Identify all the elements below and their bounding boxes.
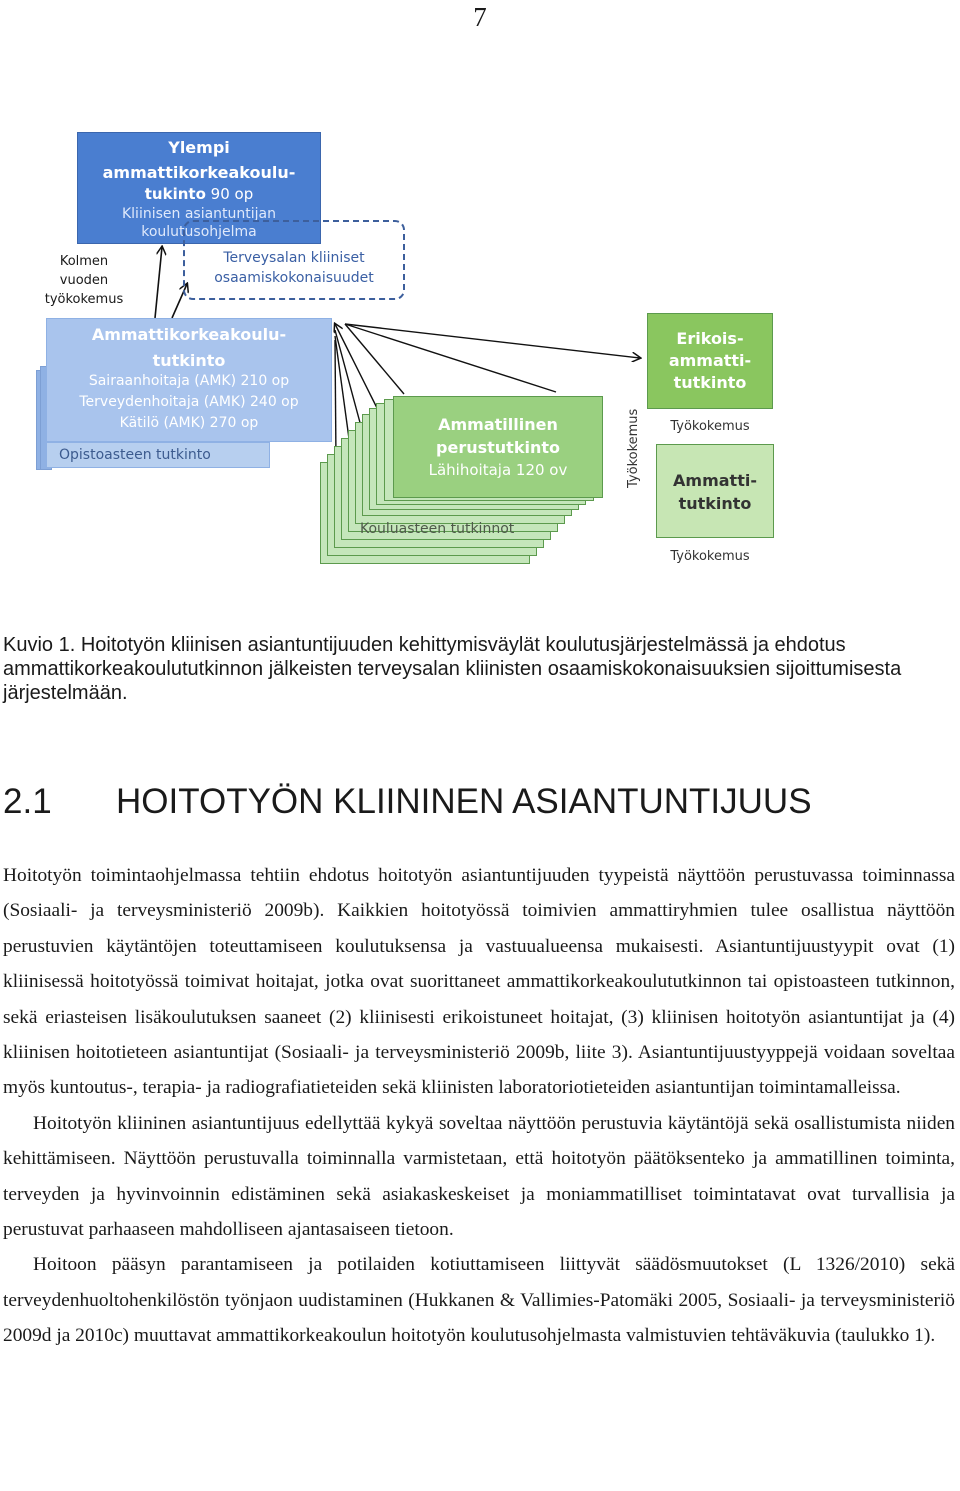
kouluasteen-label: Kouluasteen tutkinnot [360, 521, 515, 537]
ylempi-line2: ammattikorkeakoulu- [102, 163, 296, 182]
amk-line5: Kätilö (AMK) 270 op [119, 415, 259, 431]
arrow-line-4 [335, 340, 336, 462]
tyokokemus-vertical-label: Työkokemus [626, 408, 641, 488]
education-pathway-diagram [0, 0, 960, 600]
section-heading [3, 780, 953, 824]
amk-line4: Terveydenhoitaja (AMK) 240 op [79, 394, 299, 410]
erikois-line3: tutkinto [673, 373, 747, 392]
arrow-line-2 [335, 330, 362, 430]
kolmen-line3: työkokemus [44, 292, 124, 307]
ammattitutkinto-box [656, 444, 774, 538]
erikois-line2: ammatti- [668, 351, 752, 370]
paragraph-1: Hoitotyön toimintaohjelmassa tehtiin ehdotus hoitotyön asiantuntijuuden tyypeistä näyttöön perustuvassa toiminnassa (Sosiaali- ja terveysministeriö 2009b). Kaikkien hoitotyössä toimivien ammattiryhmien tulee osallistua näyttöön perustuvien käytäntöjen toteuttamiseen koulutuksensa ja vastuualueensa mukaisesti. Asiantuntijuustyypit ovat (1) kliinisessä hoitotyössä toimivat hoitajat, jotka ovat suorittaneet ammattikorkeakoulututkinnon tai opistoasteen tutkinnon, sekä eriasteisen lisäkoulutuksen saaneet (2) kliinisesti erikoistuneet hoitajat, (3) kliinisen hoitotyön asiantuntijat ja (4) kliinisen hoitotieteen asiantuntijat (Sosiaali- ja terveysministeriö 2009b, liite 3). Asiantuntijuustyyppejä voidaan soveltaa myös kuntoutus-, terapia- ja radiografiatieteiden sekä kliinisten laboratoriotieteiden asiantuntijan toimintamalleissa. [3, 865, 955, 1099]
amk-line3: Sairaanhoitaja (AMK) 210 op [88, 373, 290, 389]
ylempi-line4: Kliinisen asiantuntijan [121, 206, 276, 222]
ammatillinen-line2: perustutkinto [436, 438, 560, 457]
ammatillinen-box [393, 396, 603, 498]
page-number: 7 [473, 2, 487, 32]
kolmen-line2: vuoden [59, 273, 109, 288]
section-number: 2.1 [3, 782, 52, 821]
arrow-line-6 [345, 324, 556, 392]
kolmen-line1: Kolmen [59, 254, 109, 269]
body-text [3, 858, 955, 1354]
ammatti-line1: Ammatti- [673, 471, 757, 490]
arrow-up-1 [155, 247, 162, 318]
dashed-line1: Terveysalan kliiniset [223, 250, 365, 266]
tyokokemus-label-1: Työkokemus [670, 419, 750, 434]
ylempi-line5: koulutusohjelma [141, 224, 257, 240]
three-years-experience-label [34, 252, 134, 309]
clinical-competence-box [183, 220, 405, 300]
amk-box [46, 318, 332, 442]
ylempi-line3: tukinto [144, 185, 206, 203]
ylempi-line3-suffix: 90 op [205, 185, 254, 203]
amk-line2: tutkinto [152, 351, 226, 370]
arrow-line-5 [345, 324, 640, 358]
ammatti-line2: tutkinto [678, 494, 752, 513]
ammatillinen-line1: Ammatillinen [438, 415, 558, 434]
figure-caption: Kuvio 1. Hoitotyön kliinisen asiantuntijuuden kehittymisväylät koulutusjärjestelmässä ja ehdotus ammattikorkeakoulututkinnon jälkeisten terveysalan kliinisten osaamiskokonaisuuksien sijoittumisesta järjestelmään. [3, 634, 902, 704]
ylempi-line1: Ylempi [168, 138, 230, 157]
opisto-box: Opistoasteen tutkinto [46, 442, 270, 468]
ylempi-line3-wrap [78, 183, 320, 205]
arrow-line-7 [345, 324, 404, 394]
paragraph-3: Hoitoon pääsyn parantamiseen ja potilaiden kotiuttamiseen liittyvät säädösmuutokset (L 1326/2010) sekä terveydenhuoltohenkilöstön työnjaon uudistaminen (Hukkanen & Vallimies-Patomäki 2005, Sosiaali- ja terveysministeriö 2009d ja 2010c) muuttavat ammattikorkeakoulun hoitotyön koulutusohjelmasta valmistuvien tehtäväkuvia (taulukko 1). [3, 1254, 955, 1347]
ammatillinen-line3: Lähihoitaja 120 ov [428, 461, 568, 479]
amk-line1: Ammattikorkeakoulu- [91, 325, 287, 344]
dashed-line2: osaamiskokonaisuudet [214, 270, 374, 286]
erikoisammattitutkinto-box [647, 313, 773, 409]
erikois-line1: Erikois- [676, 329, 744, 348]
paragraph-2: Hoitotyön kliininen asiantuntijuus edellyttää kykyä soveltaa näyttöön perustuvia käytäntöjä sekä osallistumista niiden kehittämiseen. Näyttöön perustuvalla toiminnalla varmistetaan, että hoitotyön päätöksenteko ja ammatillinen toiminta, terveyden ja hyvinvoinnin edistäminen sekä asiakaskeskeiset ja moniammatilliset toimintatavat ovat turvallisia ja perustuvat parhaaseen mahdolliseen ajantasaiseen tietoon. [3, 1112, 955, 1241]
section-title: HOITOTYÖN KLIININEN ASIANTUNTIJUUS [116, 782, 812, 821]
tyokokemus-label-2: Työkokemus [670, 549, 750, 564]
